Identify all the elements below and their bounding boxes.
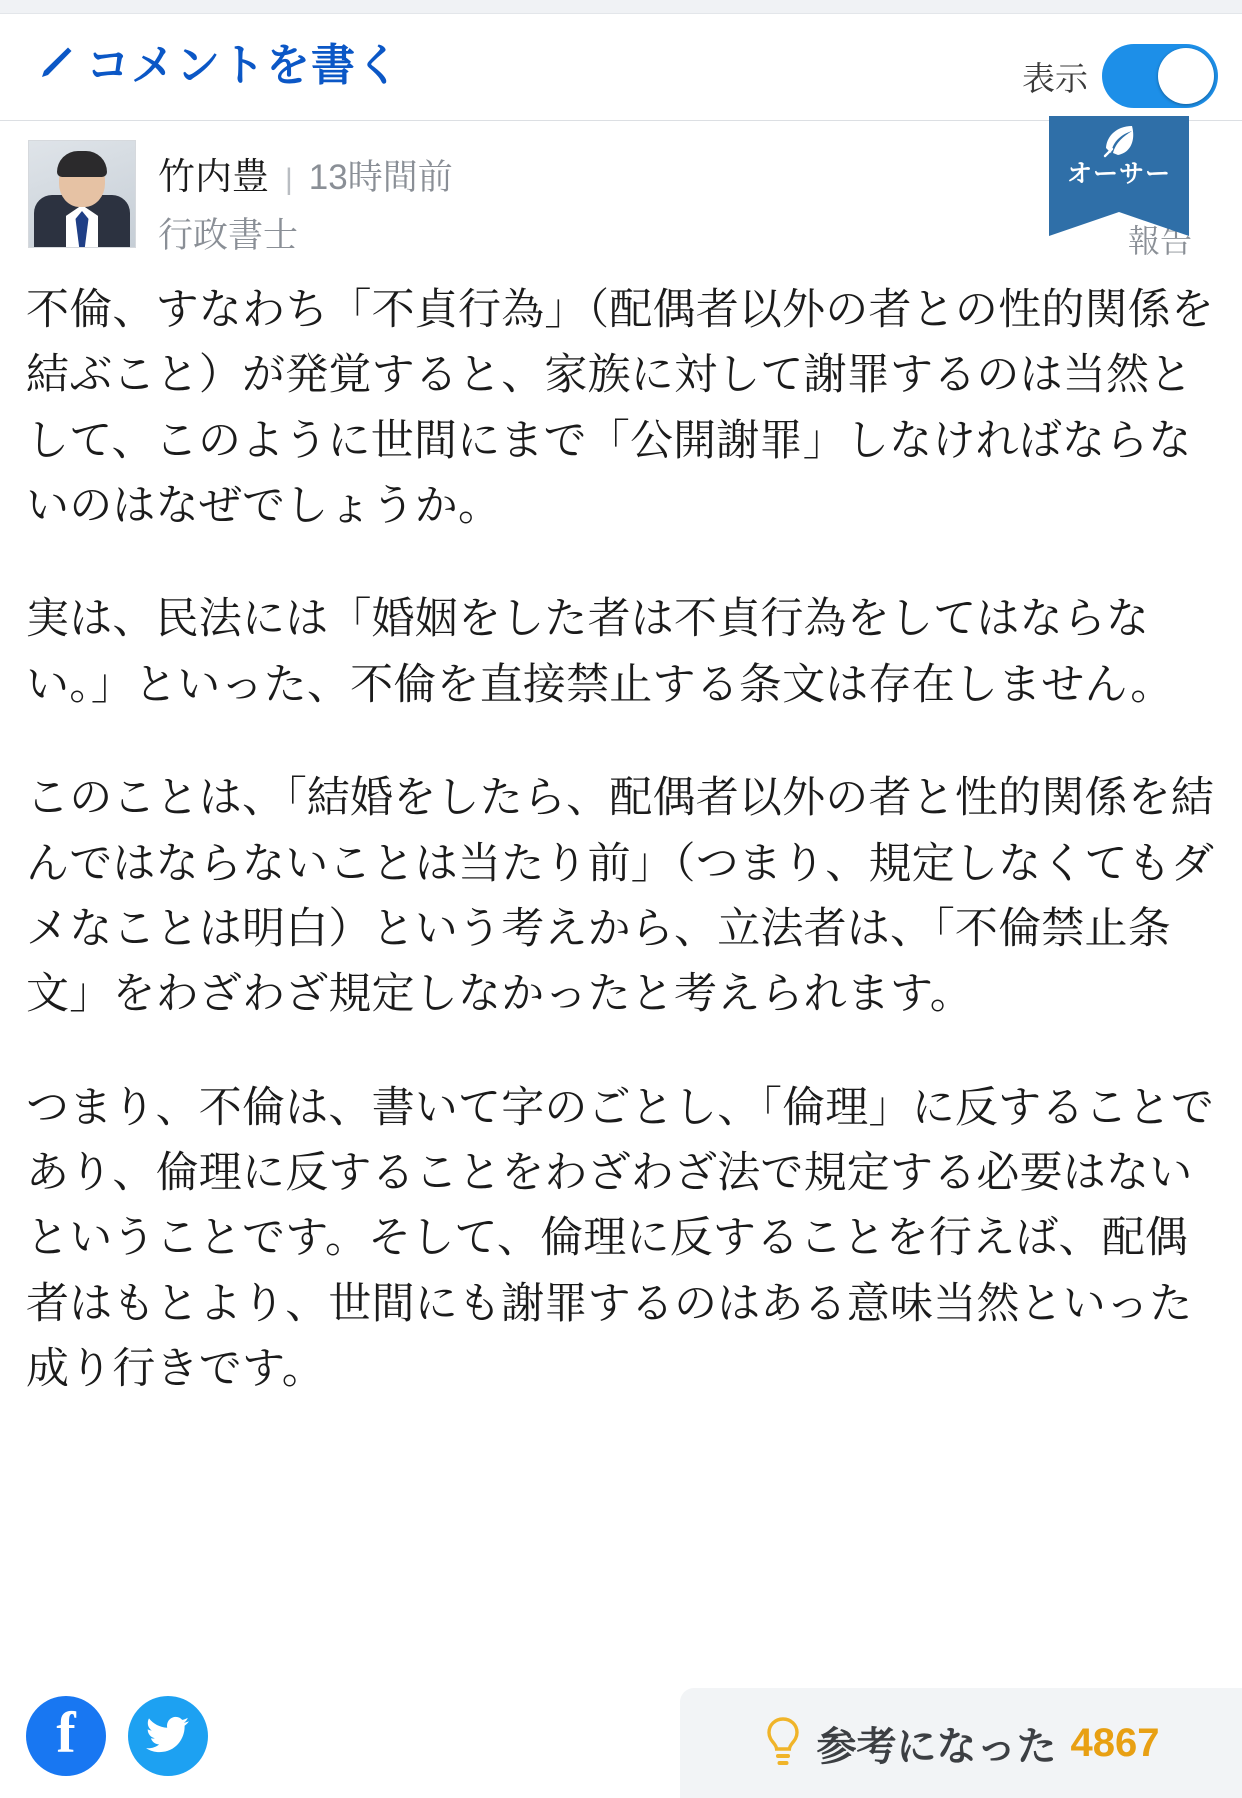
author-separator: |	[285, 163, 293, 196]
comment-paragraph: このことは、「結婚をしたら、配偶者以外の者と性的関係を結んではならないことは当たり前」（つまり、規定しなくてもダメなことは明白）という考えから、立法者は、「不倫禁止条文」をわざわざ規定しなかったと考えられます。	[26, 774, 1215, 1019]
comment-author-block	[28, 140, 453, 258]
helpful-count: 4867	[1070, 1720, 1160, 1765]
facebook-share-button[interactable]	[26, 1696, 106, 1776]
pencil-icon	[34, 44, 74, 88]
feather-icon	[1099, 122, 1139, 160]
twitter-icon	[144, 1716, 192, 1756]
display-toggle-switch[interactable]	[1102, 44, 1218, 108]
comment-body	[26, 278, 1218, 1402]
report-link[interactable]: 報告	[1127, 223, 1192, 259]
comment-header	[0, 14, 1242, 121]
top-divider-strip	[0, 0, 1242, 14]
comment-paragraph: 不倫、すなわち「不貞行為」（配偶者以外の者との性的関係を結ぶこと）が発覚すると、家族に対して謝罪するのは当然として、このように世間にまで「公開謝罪」しなければならないのはなぜでしょうか。	[26, 286, 1215, 531]
share-buttons	[26, 1696, 208, 1776]
helpful-label: 参考になった	[816, 1724, 1057, 1769]
author-name[interactable]: 竹内豊	[158, 156, 269, 197]
author-name-row	[158, 146, 453, 200]
comment-footer	[0, 1678, 1242, 1798]
comment-paragraph: つまり、不倫は、書いて字のごとし、「倫理」に反することであり、倫理に反することをわざわざ法で規定する必要はないということです。そして、倫理に反することを行えば、配偶者はもとより、世間にも謝罪するのはある意味当然といった成り行きです。	[26, 1083, 1215, 1394]
write-comment-label: コメントを書く	[86, 41, 401, 90]
twitter-share-button[interactable]	[128, 1696, 208, 1776]
avatar	[28, 140, 136, 248]
display-toggle-label: 表示	[1022, 59, 1088, 97]
lightbulb-icon	[763, 1717, 803, 1769]
author-role: 行政書士	[158, 216, 299, 255]
comment-paragraph: 実は、民法には「婚姻をした者は不貞行為をしてはならない。」といった、不倫を直接禁止する条文は存在しません。	[26, 595, 1174, 709]
write-comment-button[interactable]	[34, 41, 401, 90]
author-meta	[158, 140, 453, 258]
author-badge-label: オーサー	[1066, 160, 1171, 188]
author-badge	[1049, 116, 1189, 212]
display-toggle-group[interactable]	[1022, 44, 1218, 108]
facebook-icon: f	[56, 1700, 76, 1765]
helpful-button[interactable]	[680, 1688, 1242, 1798]
comment-timestamp: 13時間前	[308, 158, 453, 197]
toggle-knob	[1158, 48, 1214, 104]
